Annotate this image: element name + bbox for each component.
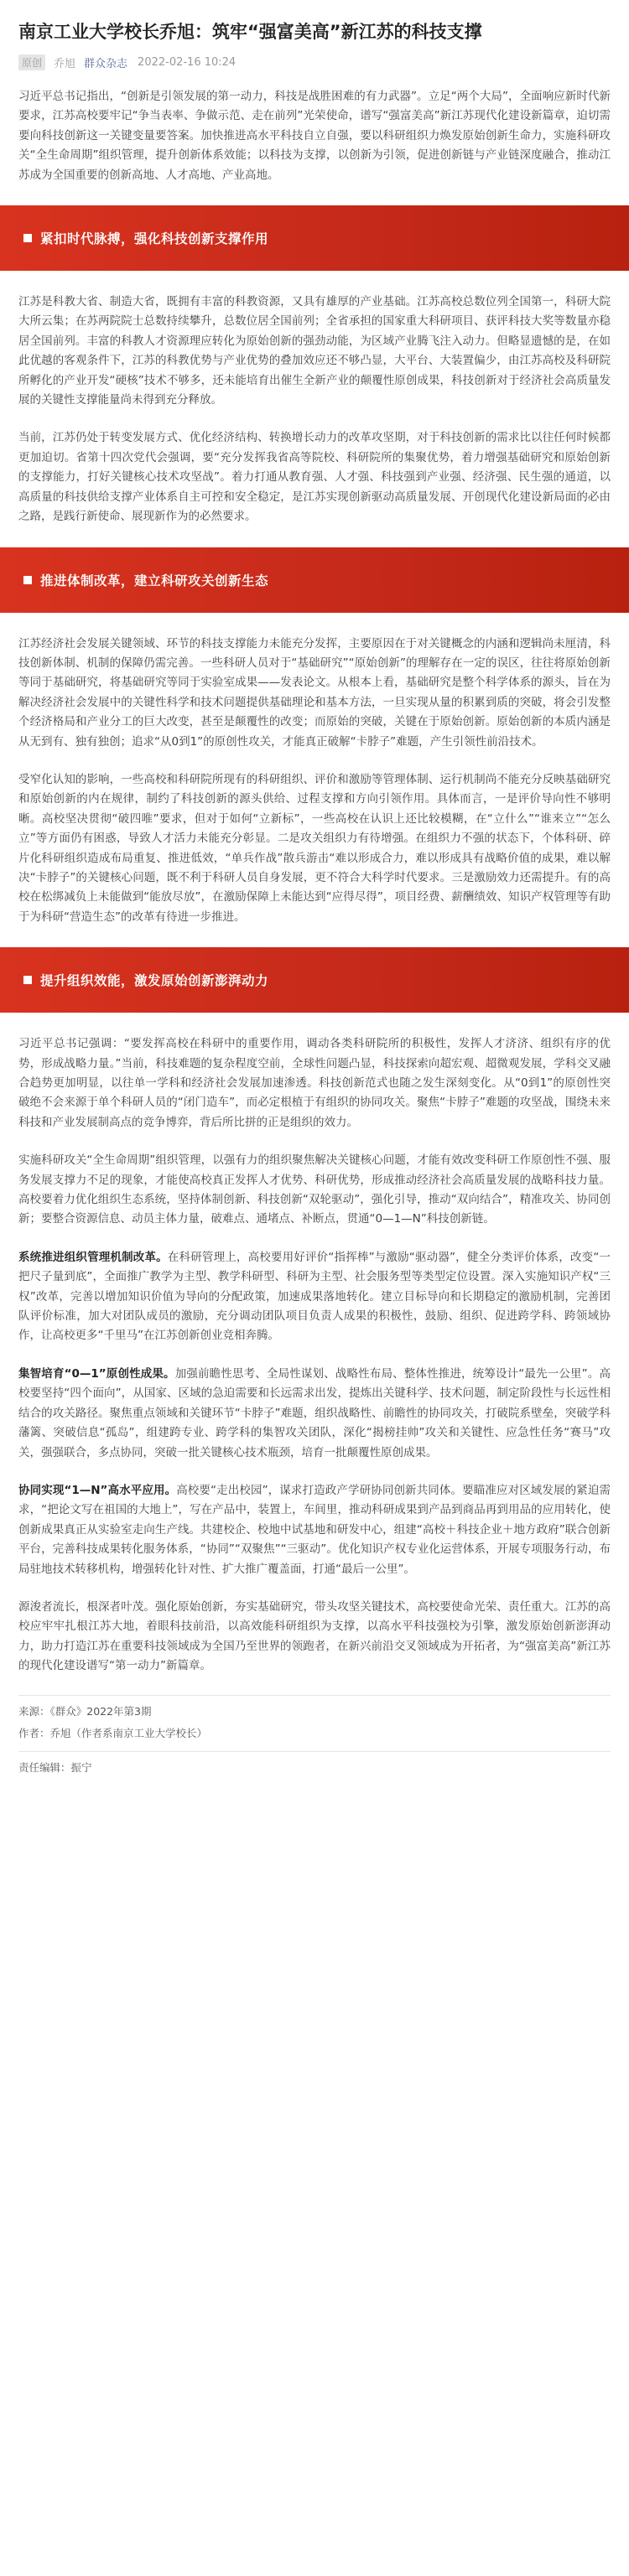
item-lead: 集智培育“0—1”原创性成果。 [18,1366,175,1381]
editor-line: 责任编辑：振宁 [18,1760,92,1774]
author-name: 乔旭 [54,57,76,70]
section-1-paragraph: 江苏是科教大省、制造大省，既拥有丰富的科教资源，又具有雄厚的产业基础。江苏高校总数位列全国第一，科研大院大所云集；在苏两院院士总数持续攀升，总数位居全国前列；全省承担的国家重大科研项目、获评科技大奖等数量亦稳居全国前列。丰富的科教人才资源理应转化为原始创新的强劲动能，为区域产业腾飞注入动力。但略显遗憾的是，在如此优越的客观条件下，江苏的科教优势与产业优势的叠加效应还不够凸显，大平台、大装置偏少，由江苏高校及科研院所孵化的产业开发“硬核”技术不够多，还未能培育出催生全新产业的颠覆性原创成果，科技创新对于经济社会高质量发展的关键性支撑能量尚未得到充分释放。 [18,295,611,407]
item-lead: 协同实现“1—N”高水平应用。 [18,1483,177,1497]
section-1-paragraph: 当前，江苏仍处于转变发展方式、优化经济结构、转换增长动力的改革攻坚期，对于科技创新的需求比以往任何时候都更加迫切。省第十四次党代会强调，要“充分发挥我省高等院校、科研院所的集聚优势，着力增强基础研究和原始创新的支撑能力，打好关键核心技术攻坚战”。着力打通从教育强、人才强、科技强到产业强、经济强、民生强的通道，以高质量的科技供给支撑产业体系自主可控和安全稳定，是江苏实现创新驱动高质量发展、开创现代化建设新局面的必由之路，是践行新使命、展现新作为的必然要求。 [18,431,611,524]
publish-date: 2022-02-16 10:24 [138,55,237,69]
source-line: 来源：《群众》2022年第3期 [18,1704,152,1718]
article-header [0,0,629,70]
item-text: 高校要“走出校园”，谋求打造政产学研协同创新共同体。要瞄准应对区域发展的紧迫需求，“把论文写在祖国的大地上”，写在产品中，装置上，车间里，推动科研成果到产品到商品再到用品的应用转化，使创新成果真正从实验室走向生产线。共建校企、校地中试基地和研发中心，组建“高校＋科技企业＋地方政府”联合创新平台，完善科技成果转化服务体系，“协同”“双聚焦”“三驱动”。优化知识产权专业化运营体系，开展专项服务行动，布局驻地技术转移机构，增强转化针对性、扩大推广覆盖面，打通“最后一公里”。 [18,1483,611,1576]
article-meta [18,54,611,70]
square-bullet-icon [23,576,32,584]
section-3-paragraph: 实施科研攻关“全生命周期”组织管理，以强有力的组织聚焦解决关键核心问题，才能有效改变科研工作原创性不强、服务发展支撑力不足的现象，才能使高校真正发挥人才优势、科研优势，形成推动经济社会高质量发展的战略科技力量。高校要着力优化组织生态系统，坚持体制创新、科技创新“双轮驱动”，强化引导，推动“双向结合”，精准攻关、协同创新；要整合资源信息、动员主体力量，破难点、通堵点、补断点，贯通“0—1—N”科技创新链。 [18,1153,611,1226]
author-line: 作者：乔旭（作者系南京工业大学校长） [18,1726,208,1739]
item-text: 在科研管理上，高校要用好评价“指挥棒”与激励“驱动器”，健全分类评价体系，改变“一把尺子量到底”，全面推广教学为主型、教学科研型、科研为主型、社会服务型等类型定位设置。深入实施知识产权“三权”改革，完善以增加知识价值为导向的分配政策，加速成果落地转化。建立目标导向和长期稳定的激励机制，完善团队评价标准，加大对团队成员的激励，充分调动团队项目负责人成果的积极性，鼓励、组织、促进跨学科、跨领域协作，让高校更多“千里马”在江苏创新创业竞相奔腾。 [18,1250,611,1343]
item-lead: 系统推进组织管理机制改革。 [18,1250,168,1264]
section-2-paragraph: 江苏经济社会发展关键领域、环节的科技支撑能力未能充分发挥，主要原因在于对关键概念的内涵和逻辑尚未厘清，科技创新体制、机制的保障仍需完善。一些科研人员对于“基础研究”“原始创新”的理解存在一定的误区，往往将原始创新等同于基础研究，将基础研究等同于实验室成果——发表论文。从根本上看，基础研究是整个科学体系的源头，旨在为解决经济社会发展中的关键性科学和技术问题提供基础理论和基本方法，一旦实现从量的积累到质的突破，将会引发整个经济格局和产业分工的巨大改变，甚至是颠覆性的改变；而原始的突破，关键在于原始创新。原始创新的本质内涵是从无到有、独有独创；追求“从0到1”的原创性攻关，才能真正破解“卡脖子”难题，产生引领性前沿技术。 [18,636,611,749]
section-heading-label: 提升组织效能，激发原始创新澎湃动力 [40,973,269,989]
section-2-paragraph: 受窄化认知的影响，一些高校和科研院所现有的科研组织、评价和激励等管理体制、运行机制尚不能充分反映基础研究和原始创新的内在规律，制约了科技创新的源头供给、过程支撑和方向引领作用。具体而言，一是评价导向性不够明晰。高校坚决贯彻“破四唯”要求，但对于如何“立新标”，一些高校在认识上还比较模糊，在“立什么”“谁来立”“怎么立”等方面仍有困惑，导致人才活力未能充分彰显。二是攻关组织力有待增强。在组织力不强的状态下，个体科研、碎片化科研组织造成布局重复、推进低效，“单兵作战”散兵游击“难以形成合力，难以形成具有战略价值的成果，难以解决“卡脖子”的关键核心问题，既不利于科研人员自身发展，更不符合大科学时代要求。三是激励效力还需提升。有的高校在松绑减负上未能做到“能放尽放”，在激励保障上未能达到“应得尽得”，项目经费、薪酬绩效、知识产权管理等有助于为科研“营造生态”的改革有待进一步推进。 [18,772,611,924]
section-heading-1 [0,205,629,271]
section-3-item [18,1481,611,1579]
section-heading-2 [0,547,629,613]
section-3-item [18,1365,611,1463]
closing-paragraph: 源浚者流长，根深者叶茂。强化原始创新，夯实基础研究，带头攻坚关键技术，高校要使命光荣、责任重大。江苏的高校应牢牢扎根江苏大地，着眼科技前沿，以高效能科研组织为支撑，以高水平科技强校为引擎，激发原始创新澎湃动力，助力打造江苏在重要科技领域成为全国乃至世界的领跑者，在新兴前沿交叉领域成为开拓者，为“强富美高”新江苏的现代化建设谱写“第一动力”新篇章。 [18,1599,611,1673]
original-tag: 原创 [18,54,45,70]
section-heading-3 [0,947,629,1013]
item-text: 加强前瞻性思考、全局性谋划、战略性布局、整体性推进，统筹设计“最先一公里”。高校要坚持“四个面向”，从国家、区域的急迫需要和长远需求出发，提炼出关键科学、技术问题，制定阶段性与长远性相结合的攻关路径。聚焦重点领域和关键环节“卡脖子”难题，组织战略性、前瞻性的协同攻关，打破院系壁垒，突破学科藩篱、突破信息“孤岛”，组建跨专业、跨学科的集智攻关团队，深化“揭榜挂帅”攻关和关键性、应急性任务“赛马”攻关，强强联合，多点协同，突破一批关键核心技术瓶颈，培育一批颠覆性原创成果。 [18,1366,611,1459]
section-3-paragraph: 习近平总书记强调：“要发挥高校在科研中的重要作用，调动各类科研院所的积极性，发挥人才济济、组织有序的优势，形成战略力量。”当前，科技难题的复杂程度空前，全球性问题凸显，科技探索向超宏观、超微观发展，学科交叉融合趋势更加明显，以往单一学科和经济社会发展加速渗透。科技创新范式也随之发生深刻变化。从“0到1”的原创性突破绝不会来源于单个科研人员的“闭门造车”，而必定根植于有组织的协同攻关。聚焦“卡脖子”难题的攻坚战，围绕未来科技和产业发展制高点的竞争博弈，背后所比拼的正是组织的效力。 [18,1037,611,1129]
article-body [0,70,629,1677]
article-footer [0,1677,629,1779]
section-heading-label: 紧扣时代脉搏，强化科技创新支撑作用 [40,231,269,247]
footer-divider [18,1695,611,1696]
square-bullet-icon [23,976,32,984]
intro-paragraph: 习近平总书记指出，“创新是引领发展的第一动力，科技是战胜困难的有力武器”。立足“两个大局”，全面响应新时代新要求，江苏高校要牢记“争当表率、争做示范、走在前列”光荣使命，谱写“强富美高”新江苏现代化建设新篇章，迫切需要向科技创新这一关键变量要答案。加快推进高水平科技自立自强，要以科研组织力焕发原始创新生命力，实施科研攻关“全生命周期”组织管理，提升创新体系效能；以科技为支撑，以创新为引领，促进创新链与产业链深度融合，推动江苏成为全国重要的创新高地、人才高地、产业高地。 [18,90,611,182]
square-bullet-icon [23,234,32,242]
account-link[interactable]: 群众杂志 [84,57,128,70]
section-heading-label: 推进体制改革，建立科研攻关创新生态 [40,573,269,588]
footer-divider [18,1751,611,1752]
article-title: 南京工业大学校长乔旭：筑牢“强富美高”新江苏的科技支撑 [18,22,482,42]
section-3-item [18,1248,611,1346]
